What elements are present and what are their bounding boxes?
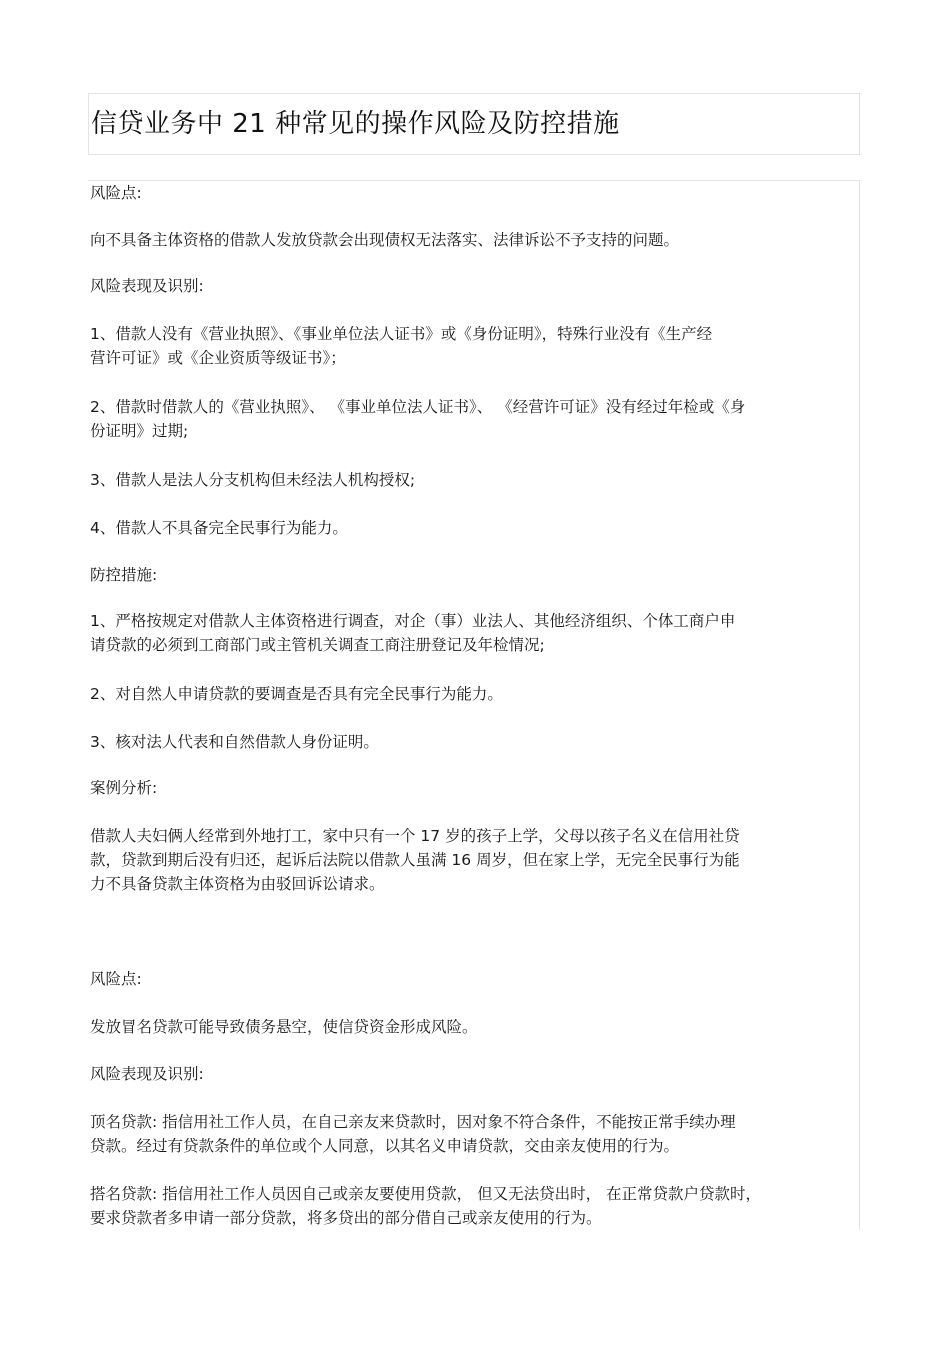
control-item-2: 2、对自然人申请贷款的要调查是否具有完全民事行为能力。 <box>90 685 503 703</box>
control-item-1-line-2: 请贷款的必须到工商部门或主管机关调查工商注册登记及年检情况; <box>90 636 545 654</box>
list-item-4: 4、借款人不具备完全民事行为能力。 <box>90 519 348 537</box>
case-paragraph-line-3: 力不具备贷款主体资格为由驳回诉讼请求。 <box>90 875 385 893</box>
definition-piggyback-loan-line-2: 要求贷款者多申请一部分贷款，将多贷出的部分借自己或亲友使用的行为。 <box>90 1209 602 1227</box>
paragraph-risk-2: 发放冒名贷款可能导致债务悬空，使信贷资金形成风险。 <box>90 1018 478 1036</box>
heading-risk-signs-1: 风险表现及识别: <box>90 277 204 295</box>
list-item-1-line-1: 1、借款人没有《营业执照》、《事业单位法人证书》或《身份证明》，特殊行业没有《生产经 <box>90 325 713 343</box>
control-item-1-line-1: 1、严格按规定对借款人主体资格进行调查，对企（事）业法人、其他经济组织、个体工商户申 <box>90 612 736 630</box>
list-item-3: 3、借款人是法人分支机构但未经法人机构授权; <box>90 471 416 489</box>
definition-proxy-loan-line-2: 贷款。经过有贷款条件的单位或个人同意，以其名义申请贷款，交由亲友使用的行为。 <box>90 1137 680 1155</box>
heading-controls: 防控措施: <box>90 566 158 584</box>
definition-piggyback-loan-line-1: 搭名贷款: 指信用社工作人员因自己或亲友要使用贷款， 但又无法贷出时， 在正常贷款户贷款时， <box>90 1185 762 1203</box>
case-paragraph-line-1: 借款人夫妇俩人经常到外地打工，家中只有一个 17 岁的孩子上学，父母以孩子名义在信用社贷 <box>90 827 740 845</box>
heading-risk-signs-2: 风险表现及识别: <box>90 1065 204 1083</box>
list-item-1-line-2: 营许可证》或《企业资质等级证书》； <box>90 349 346 367</box>
heading-risk-point-1: 风险点: <box>90 184 142 202</box>
list-item-2-line-1: 2、借款时借款人的《营业执照》、 《事业单位法人证书》、 《经营许可证》没有经过年检或《身 <box>90 398 746 416</box>
document-title: 信贷业务中 21 种常见的操作风险及防控措施 <box>91 109 620 139</box>
list-item-2-line-2: 份证明》过期; <box>90 422 189 440</box>
title-box <box>88 93 860 155</box>
heading-case-analysis: 案例分析: <box>90 779 158 797</box>
content-box <box>88 180 860 1230</box>
case-paragraph-line-2: 款，贷款到期后没有归还，起诉后法院以借款人虽满 16 周岁，但在家上学，无完全民事行为能 <box>90 851 740 869</box>
heading-risk-point-2: 风险点: <box>90 970 142 988</box>
definition-proxy-loan-line-1: 顶名贷款: 指信用社工作人员，在自己亲友来贷款时，因对象不符合条件，不能按正常手续办理 <box>90 1113 736 1131</box>
paragraph-risk-1: 向不具备主体资格的借款人发放贷款会出现债权无法落实、法律诉讼不予支持的问题。 <box>90 231 680 249</box>
control-item-3: 3、核对法人代表和自然借款人身份证明。 <box>90 733 379 751</box>
